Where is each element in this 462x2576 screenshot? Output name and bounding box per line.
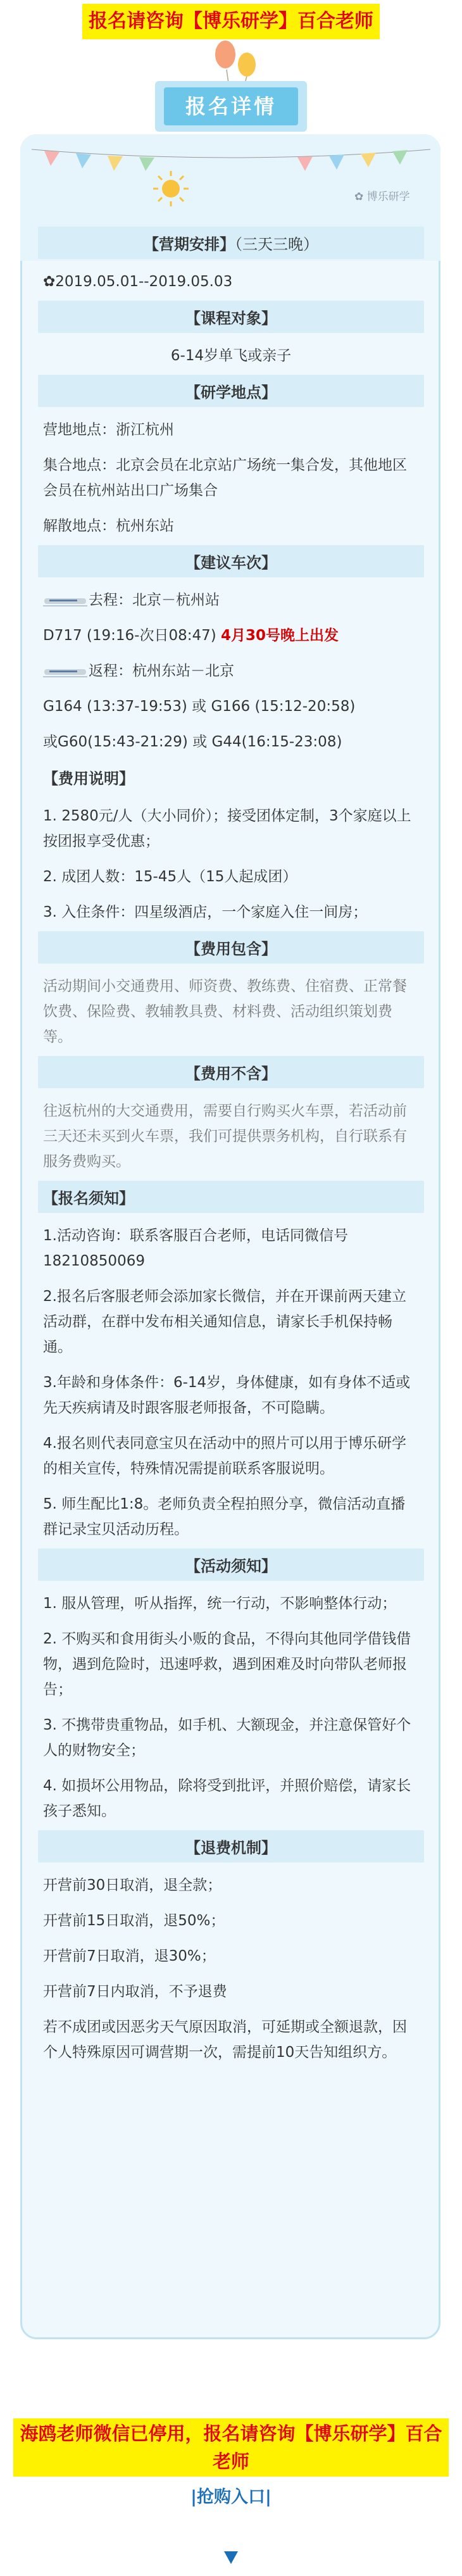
location-header: 【研学地点】 [38,375,424,407]
refund-item: 开营前7日内取消，不予退费 [43,1983,227,2000]
activity-item: 4. 如损坏公用物品，除将受到批评，并照价赔偿，请家长孩子悉知。 [43,1778,411,1819]
details-content [38,220,424,2065]
target-header: 【课程对象】 [38,301,424,333]
train-icon [43,594,87,607]
location-camp: 营地地点：浙江杭州 [43,422,174,438]
refund-item: 开营前30日取消，退全款； [43,1877,222,1894]
location-dismiss: 解散地点：杭州东站 [43,518,174,534]
bunting-decoration [32,147,430,172]
top-banner-text: 报名请咨询【博乐研学】百合老师 [82,4,380,39]
purchase-entry-link[interactable]: |抢购入口| [190,2487,272,2507]
schedule-dates: ✿2019.05.01--2019.05.03 [43,273,233,290]
refund-item: 若不成团或因恶劣天气原因取消，可延期或全额退款，因个人特殊原因可调营期一次，需提前10天告知组织方。 [43,2019,407,2061]
notice-item: 2.报名后客服老师会添加家长微信，并在开课前两天建立活动群，在群中发布相关通知信息，请家长手机保持畅通。 [43,1288,406,1355]
arrow-down-icon [223,2550,239,2565]
trains-back-2: 或G60(15:43-21:29) 或 G44(16:15-23:08) [43,734,342,750]
bottom-banner [0,2418,462,2508]
notice-item: 5. 师生配比1:8。老师负责全程拍照分享，微信活动直播群记录宝贝活动历程。 [43,1496,406,1538]
trains-go-label: 去程：北京－杭州站 [38,587,424,613]
notice-header: 【报名须知】 [38,1181,424,1213]
trains-go-train: D717 (19:16-次日08:47) 4月30号晚上出发 [43,627,339,644]
bottom-banner-text: 海鸥老师微信已停用，报名请咨询【博乐研学】百合 老师 [13,2418,448,2477]
schedule-header: 【营期安排】（三天三晚） [38,227,424,259]
activity-item: 1. 服从管理，听从指挥，统一行动，不影响整体行动； [43,1595,397,1612]
train-icon [43,665,87,678]
sun-icon [152,170,190,208]
fees-item: 1. 2580元/人（大小同价）；接受团体定制，3个家庭以上按团报享受优惠； [43,808,411,850]
fees-item: 2. 成团人数：15-45人（15人起成团） [43,869,297,885]
location-meet: 集合地点：北京会员在北京站广场统一集合发，其他地区会员在杭州站出口广场集合 [43,457,407,499]
trains-back-label: 返程：杭州东站－北京 [38,658,424,684]
notice-item: 3.年龄和身体条件：6-14岁，身体健康，如有身体不适或先天疾病请及时跟客服老师报备，不可隐瞒。 [43,1374,411,1416]
watermark: ✿ 博乐研学 [354,191,410,203]
target-value: 6-14岁单飞或亲子 [170,348,292,364]
included-text: 活动期间小交通费用、师资费、教练费、住宿费、正常餐饮费、保险费、教辅教具费、材料费、活动组织策划费等。 [43,978,407,1045]
trains-header: 【建议车次】 [38,545,424,577]
top-banner [0,4,462,39]
notice-item: 4.报名则代表同意宝贝在活动中的照片可以用于博乐研学的相关宣传，特殊情况需提前联系客服说明。 [43,1435,406,1477]
refund-item: 开营前7日取消，退30%； [43,1948,216,1964]
fees-item: 3. 入住条件：四星级酒店，一个家庭入住一间房； [43,904,368,920]
fees-header: 【费用说明】 [38,761,424,793]
trains-back-1: G164 (13:37-19:53) 或 G166 (15:12-20:58) [43,698,356,715]
refund-header: 【退费机制】 [38,1830,424,1863]
activity-header: 【活动须知】 [38,1549,424,1581]
activity-item: 2. 不购买和食用街头小贩的食品，不得向其他同学借钱借物，遇到危险时，迅速呼救，遇到困难及时向带队老师报告； [43,1631,411,1698]
excluded-header: 【费用不含】 [38,1056,424,1088]
refund-item: 开营前15日取消，退50%； [43,1913,225,1929]
section-title-text: 报名详情 [164,87,298,125]
activity-item: 3. 不携带贵重物品，如手机、大额现金，并注意保管好个人的财物安全； [43,1717,411,1759]
notice-item: 1.活动咨询：联系客服百合老师，电话同微信号18210850069 [43,1228,348,1269]
excluded-text: 往返杭州的大交通费用，需要自行购买火车票，若活动前三天还未买到火车票，我们可提供票务机构，自行联系有服务费购买。 [43,1103,407,1170]
included-header: 【费用包含】 [38,931,424,964]
section-title [155,81,307,132]
